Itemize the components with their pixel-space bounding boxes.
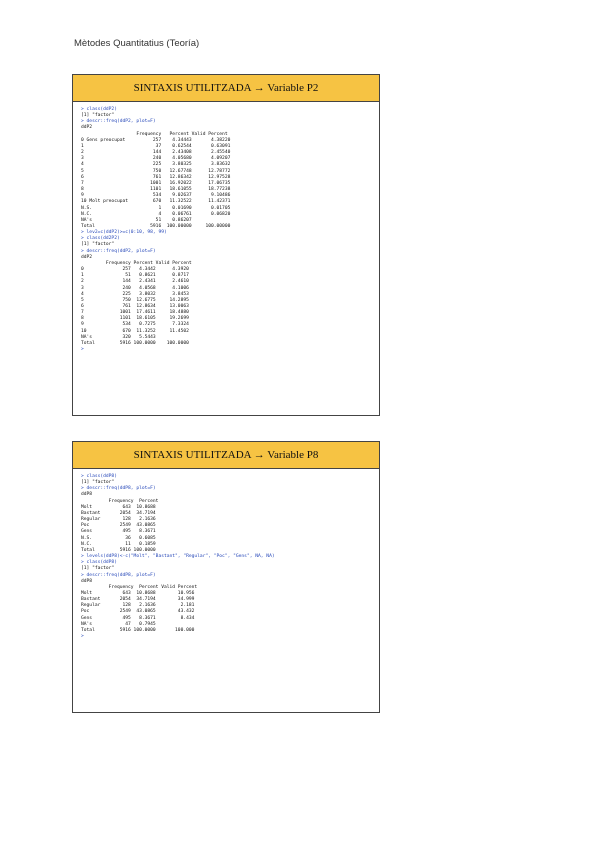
- console-output-line: Bastant 2054 34.7194 34.999: [81, 597, 195, 603]
- syntax-box-p8: [72, 441, 380, 713]
- syntax-box-p8-title: SINTAXIS UTILITZADA → Variable P8: [73, 442, 379, 469]
- console-output-line: 6 761 12.8634 13.0063: [81, 304, 189, 309]
- console-output-line: 3 240 4.0568 4.1006: [81, 285, 189, 291]
- r-console-p2: [73, 102, 379, 357]
- console-output-line: N.S. 1 0.01690 0.01705: [81, 205, 231, 211]
- console-output-line: 7 1001 17.4611 18.4880: [81, 310, 189, 316]
- console-output-line: Molt 643 10.8688: [81, 504, 156, 510]
- console-output-line: 4 225 3.80325 3.83632: [81, 162, 231, 168]
- console-output-line: 6 761 12.86342 12.97528: [81, 174, 231, 180]
- console-output-line: 1 51 0.8621 0.8717: [81, 273, 189, 279]
- console-output-line: 2 144 2.4341 2.4610: [81, 279, 189, 285]
- console-output-line: [1] "factor": [81, 566, 115, 572]
- console-output-line: Total 5916 100.0000: [81, 547, 156, 553]
- console-command-line: > descr::freq(ddP2, plot=F): [81, 248, 156, 254]
- console-command-line: > levels(ddP8)<-c("Molt", "Bastant", "Regular", "Poc", "Gens", NA, NA): [81, 554, 275, 560]
- console-output-line: ddP2: [81, 254, 93, 260]
- console-output-line: Frequency Percent Valid Percent: [81, 131, 228, 137]
- console-output-line: Frequency Percent: [81, 498, 159, 504]
- r-console-p8: [73, 469, 379, 644]
- console-output-line: 0 257 4.3442 4.3920: [81, 267, 189, 273]
- console-command-line: > descr::freq(ddP8, plot=F): [81, 486, 156, 492]
- console-output-line: 10 Molt preocupat 670 11.32522 11.42371: [81, 199, 231, 205]
- console-output-line: NA's 47 0.7945: [81, 621, 156, 627]
- console-command-line: > class(ddP8): [81, 474, 117, 479]
- console-output-line: [1] "factor": [81, 242, 115, 248]
- console-output-line: 0 Gens preocupat 257 4.34443 4.38220: [81, 137, 231, 143]
- console-output-line: 8 1101 18.61055 18.77238: [81, 187, 231, 193]
- console-output-line: 7 1001 16.92022 17.06735: [81, 180, 231, 186]
- console-output-line: Molt 643 10.8688 10.956: [81, 590, 195, 596]
- console-command-line: > descr::freq(ddP8, plot=F): [81, 572, 156, 578]
- console-output-line: 9 534 0.7275 7.3324: [81, 322, 189, 328]
- console-output-line: Poc 2549 43.0865 43.432: [81, 609, 195, 615]
- console-command-line: > class(dd2P2): [81, 236, 120, 242]
- console-output-line: 1 37 0.62544 0.63091: [81, 143, 231, 149]
- console-output-line: 3 240 4.05680 4.09207: [81, 156, 231, 162]
- console-output-line: 5 750 12.6775 14.2895: [81, 297, 189, 303]
- console-output-line: Gens 495 8.3671 8.434: [81, 615, 195, 621]
- syntax-box-p2-title: SINTAXIS UTILITZADA → Variable P2: [73, 75, 379, 102]
- console-output-line: Gens 495 8.3671: [81, 529, 156, 535]
- console-output-line: NA's 320 5.5443: [81, 334, 156, 340]
- console-output-line: Frequency Percent Valid Percent: [81, 260, 192, 266]
- console-output-line: Frequency Percent Valid Percent: [81, 584, 198, 590]
- page-header: Mètodes Quantitatius (Teoría): [74, 38, 200, 49]
- console-output-line: NA's 51 0.86207: [81, 217, 192, 223]
- console-output-line: ddP8: [81, 578, 93, 584]
- console-output-line: ddP8: [81, 492, 93, 498]
- console-output-line: 9 534 9.02637 9.10486: [81, 193, 231, 199]
- console-command-line: > descr::freq(ddP2, plot=F): [81, 119, 156, 125]
- console-output-line: ddP2: [81, 125, 93, 131]
- console-command-line: > class(ddP2): [81, 107, 117, 112]
- console-output-line: 10 670 11.3252 11.4502: [81, 328, 189, 334]
- console-output-line: [1] "factor": [81, 480, 115, 486]
- console-output-line: N.C. 4 0.06761 0.06820: [81, 211, 231, 217]
- console-output-line: 2 144 2.43408 2.45540: [81, 150, 231, 156]
- syntax-box-p2: [72, 74, 380, 416]
- console-output-line: Bastant 2054 34.7194: [81, 510, 156, 516]
- console-output-line: Regular 128 2.1636 2.181: [81, 603, 195, 609]
- console-command-line: >: [81, 634, 84, 640]
- console-output-line: 4 225 3.8032 3.8453: [81, 291, 189, 297]
- console-output-line: [1] "factor": [81, 113, 115, 119]
- console-output-line: Total 5916 100.0000 100.000: [81, 627, 195, 633]
- console-output-line: Total 5916 100.0000 100.0000: [81, 340, 189, 346]
- console-command-line: > lev2=c(ddP2)>=c(0:10, 98, 99): [81, 230, 167, 236]
- console-output-line: Regular 128 2.1636: [81, 517, 156, 523]
- console-output-line: N.S. 36 0.6085: [81, 535, 156, 541]
- console-output-line: 8 1101 18.6105 19.2699: [81, 316, 189, 322]
- console-command-line: >: [81, 347, 84, 353]
- console-output-line: Total 5916 100.00000 100.00000: [81, 223, 231, 229]
- console-output-line: 5 750 12.67748 12.78772: [81, 168, 231, 174]
- console-command-line: > class(ddP8): [81, 560, 117, 566]
- console-output-line: Poc 2549 43.0865: [81, 523, 156, 529]
- console-output-line: N.C. 11 0.1859: [81, 541, 156, 547]
